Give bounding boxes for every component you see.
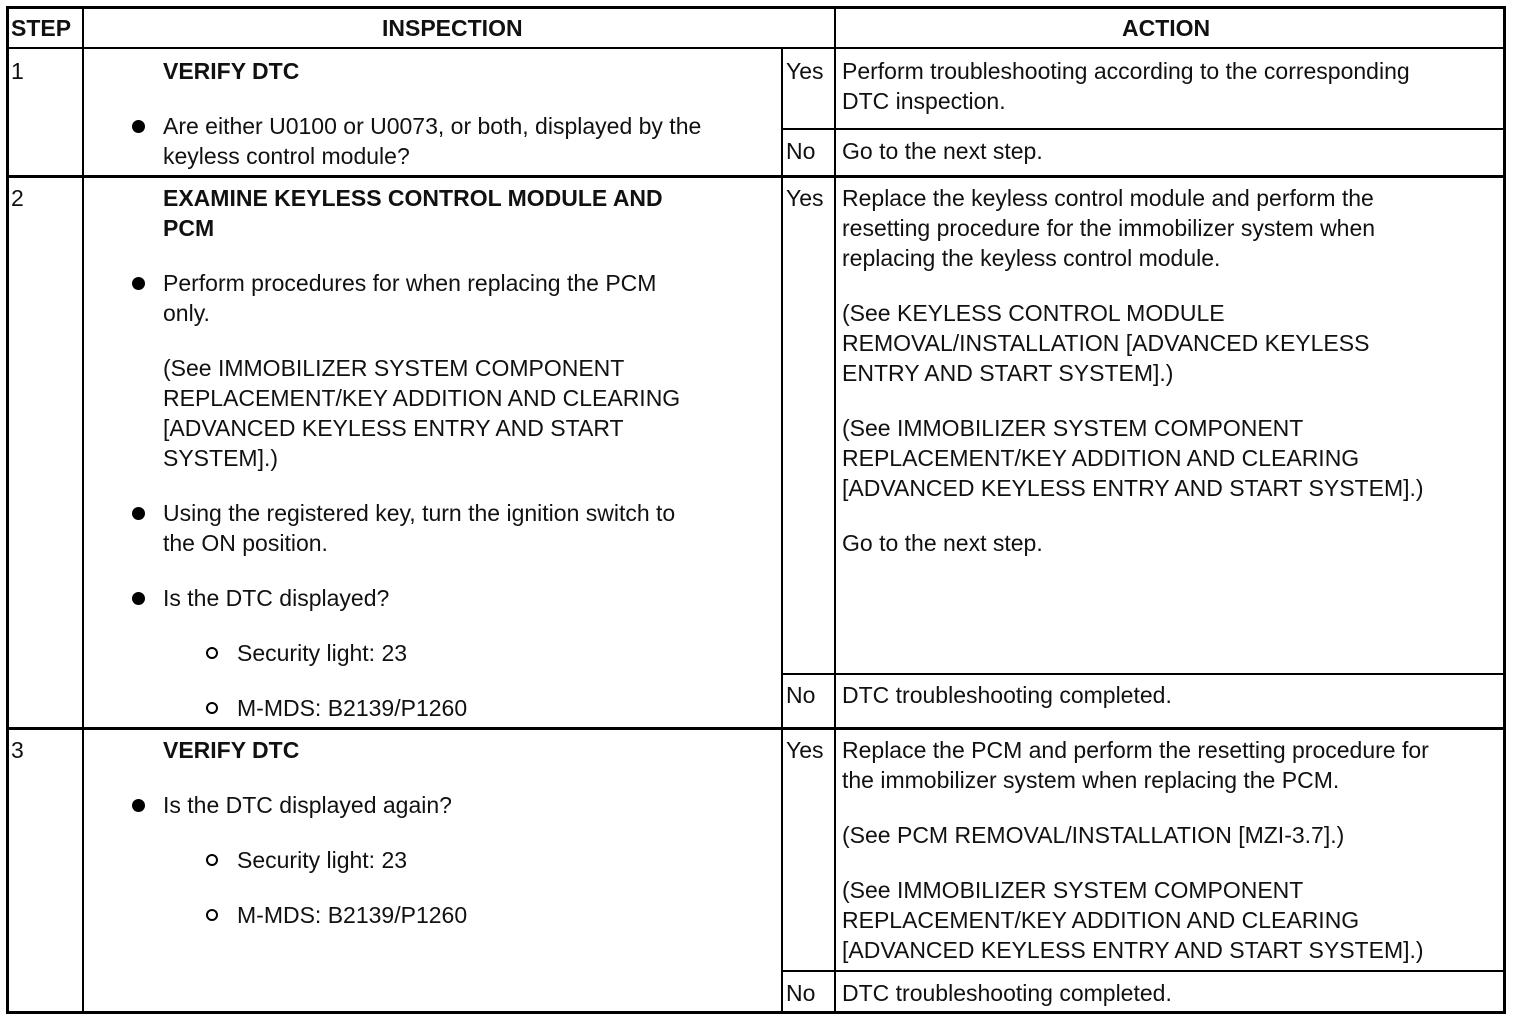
row1-divider [8,175,1506,178]
yes-reference-text: [ADVANCED KEYLESS ENTRY AND START SYSTEM].) [842,937,1424,963]
reference-text: SYSTEM].) [163,445,279,471]
sub-bullet-icon [206,702,218,714]
step-number: 2 [11,185,24,211]
header-inspection: INSPECTION [382,15,523,41]
col-divider-step [82,8,84,1013]
yes-action-text: Replace the keyless control module and perform the [842,185,1374,211]
row2-yes-no-divider [781,673,1506,675]
inspection-text: Using the registered key, turn the ignition switch to [163,500,676,526]
inspection-text: Is the DTC displayed? [163,585,390,611]
yes-label: Yes [786,185,824,211]
step-title: PCM [163,215,215,241]
yes-reference-text: (See PCM REMOVAL/INSTALLATION [MZI-3.7].) [842,822,1345,848]
reference-text: [ADVANCED KEYLESS ENTRY AND START [163,415,624,441]
no-action-text: DTC troubleshooting completed. [842,980,1172,1006]
header-action: ACTION [1122,15,1211,41]
yes-action-text: Perform troubleshooting according to the corresponding [842,58,1410,84]
bullet-icon [132,120,145,133]
yes-reference-text: (See IMMOBILIZER SYSTEM COMPONENT [842,415,1304,441]
bullet-icon [132,592,145,605]
col-divider-yesno [781,48,783,1013]
yes-reference-text: (See IMMOBILIZER SYSTEM COMPONENT [842,877,1304,903]
header-step: STEP [11,15,72,41]
no-label: No [786,980,816,1006]
yes-label: Yes [786,737,824,763]
step-number: 3 [11,737,24,763]
sub-bullet-icon [206,909,218,921]
inspection-text: Is the DTC displayed again? [163,792,452,818]
yes-reference-text: REPLACEMENT/KEY ADDITION AND CLEARING [842,445,1360,471]
bullet-icon [132,799,145,812]
yes-next-text: Go to the next step. [842,530,1043,556]
reference-text: REPLACEMENT/KEY ADDITION AND CLEARING [163,385,681,411]
no-label: No [786,682,816,708]
yes-reference-text: REPLACEMENT/KEY ADDITION AND CLEARING [842,907,1360,933]
yes-action-text: replacing the keyless control module. [842,245,1221,271]
yes-reference-text: (See KEYLESS CONTROL MODULE [842,300,1225,326]
no-action-text: DTC troubleshooting completed. [842,682,1172,708]
yes-action-text: DTC inspection. [842,88,1006,114]
col-divider-inspection [834,8,836,1013]
step-title: EXAMINE KEYLESS CONTROL MODULE AND [163,185,663,211]
sub-bullet-icon [206,647,218,659]
sub-item-text: Security light: 23 [237,847,408,873]
bullet-icon [132,277,145,290]
header-divider [8,47,1506,49]
no-action-text: Go to the next step. [842,138,1043,164]
reference-text: (See IMMOBILIZER SYSTEM COMPONENT [163,355,625,381]
sub-item-text: M-MDS: B2139/P1260 [237,695,468,721]
bullet-icon [132,507,145,520]
yes-action-text: Replace the PCM and perform the resetting procedure for [842,737,1429,763]
yes-reference-text: REMOVAL/INSTALLATION [ADVANCED KEYLESS [842,330,1370,356]
step-number: 1 [11,58,24,84]
yes-label: Yes [786,58,824,84]
inspection-text: the ON position. [163,530,328,556]
no-label: No [786,138,816,164]
yes-action-text: the immobilizer system when replacing the PCM. [842,767,1340,793]
inspection-text: keyless control module? [163,143,410,169]
sub-bullet-icon [206,854,218,866]
inspection-text: Perform procedures for when replacing the PCM [163,270,657,296]
step-title: VERIFY DTC [163,58,300,84]
step-title: VERIFY DTC [163,737,300,763]
sub-item-text: M-MDS: B2139/P1260 [237,902,468,928]
row3-yes-no-divider [781,970,1506,972]
inspection-text: only. [163,300,210,326]
yes-reference-text: [ADVANCED KEYLESS ENTRY AND START SYSTEM].) [842,475,1424,501]
row1-yes-no-divider [781,128,1506,130]
yes-action-text: resetting procedure for the immobilizer system when [842,215,1376,241]
sub-item-text: Security light: 23 [237,640,408,666]
yes-reference-text: ENTRY AND START SYSTEM].) [842,360,1174,386]
row2-divider [8,727,1506,730]
inspection-text: Are either U0100 or U0073, or both, displayed by the [163,113,702,139]
